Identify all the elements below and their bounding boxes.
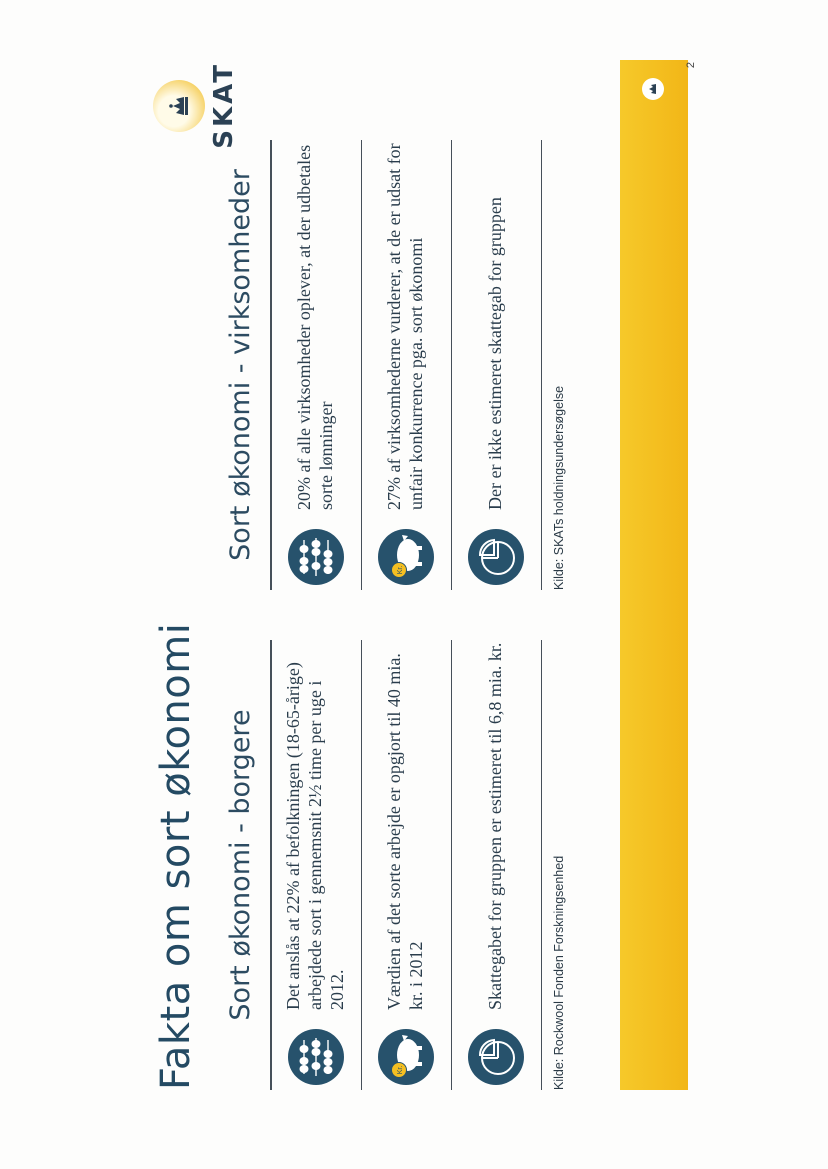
currency-label: Kr. (397, 565, 404, 575)
logo-wordmark: SKAT (209, 62, 239, 149)
footer-bar (620, 60, 688, 1090)
pie-chart-icon (467, 1024, 525, 1090)
list-item (272, 640, 362, 1090)
item-text: 20% af alle virksomheder oplever, at der udbetales sorte lønninger (294, 144, 336, 510)
item-text: Det anslås at 22% af befolkningen (18-65-årige) arbejdede sort i gennemsnit 2½ time per uge i 2012. (283, 662, 347, 1010)
source-note: Kilde: SKATs holdningsundersøgelse (551, 385, 566, 590)
item-text: Der er ikke estimeret skattegab for gruppen (485, 197, 506, 510)
list-item (362, 140, 452, 590)
citizens-column (225, 640, 566, 1090)
list-item (452, 640, 542, 1090)
item-text: Værdien af det sorte arbejde er opgjort til 40 mia. kr. i 2012 (384, 653, 426, 1010)
businesses-heading: Sort økonomi - virksomheder (225, 169, 256, 561)
pie-chart-icon (467, 524, 525, 590)
currency-label: Kr. (397, 1065, 404, 1075)
item-text: 27% af virksomhederne vurderer, at de er udsat for unfair konkurrence pga. sort økonomi (384, 143, 426, 510)
abacus-icon (287, 524, 345, 590)
piggy-bank-icon (377, 524, 435, 590)
slide-title: Fakta om sort økonomi (153, 622, 199, 1090)
item-text: Skattegabet for gruppen er estimeret til 6,8 mia. kr. (485, 642, 506, 1010)
list-item (272, 140, 362, 590)
citizens-heading: Sort økonomi - borgere (225, 709, 256, 1021)
crown-icon (153, 80, 205, 132)
businesses-column (225, 140, 566, 590)
list-item (452, 140, 542, 590)
page-number: 2 (685, 62, 697, 69)
crown-icon (642, 78, 664, 100)
abacus-icon (287, 1024, 345, 1090)
piggy-bank-icon (377, 1024, 435, 1090)
slide (145, 60, 705, 1090)
source-note: Kilde: Rockwool Fonden Forskningsenhed (551, 855, 566, 1090)
list-item (362, 640, 452, 1090)
